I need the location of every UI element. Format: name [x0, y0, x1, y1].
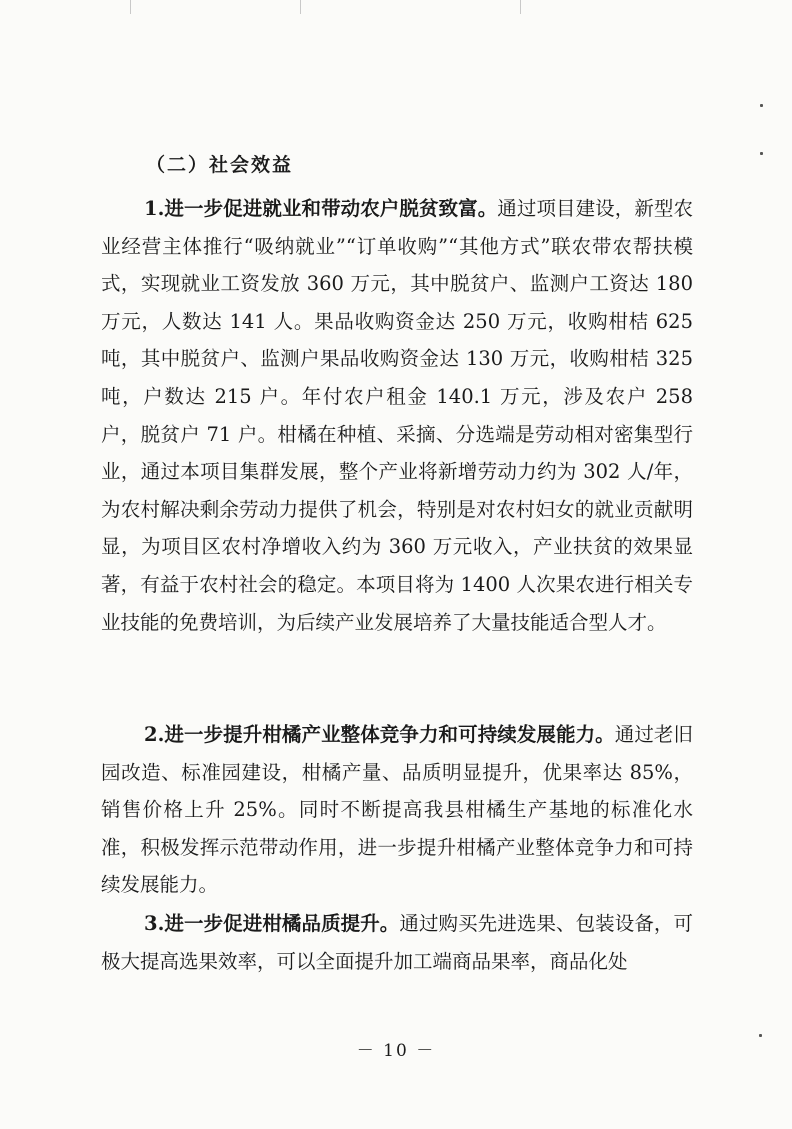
- paragraph-body: 通过老旧园改造、标准园建设，柑橘产量、品质明显提升，优果率达 85%，销售价格上升 25%。同时不断提高我县柑橘生产基地的标准化水准，积极发挥示范带动作用，进一步提升柑橘产业整体竞争力和可持续发展能力。: [101, 723, 693, 897]
- section-heading: （二）社会效益: [146, 154, 294, 176]
- page-number: － 10 －: [356, 1041, 436, 1061]
- paragraph-body: 通过项目建设，新型农业经营主体推行“吸纳就业”“订单收购”“其他方式”联农带农帮扶模式，实现就业工资发放 360 万元，其中脱贫户、监测户工资达 180 万元，人数达 141 人。果品收购资金达 250 万元，收购柑桔 625 吨，其中脱贫户、监测户果品收购资金达 130 万元，收购柑桔 325 吨，户数达 215 户。年付农户租金 140.1 万元，涉及农户 258 户，脱贫户 71 户。柑橘在种植、采摘、分选端是劳动相对密集型行业，通过本项目集群发展，整个产业将新增劳动力约为 302 人/年，为农村解决剩余劳动力提供了机会，特别是对农村妇女的就业贡献明显，为项目区农村净增收入约为 360 万元收入，产业扶贫的效果显著，有益于农村社会的稳定。本项目将为 1400 人次果农进行相关专业技能的免费培训，为后续产业发展培养了大量技能适合型人才。: [101, 197, 693, 634]
- scan-artifact: [300, 0, 301, 14]
- paragraph-lead: 3.进一步促进柑橘品质提升。: [144, 912, 400, 935]
- scan-artifact: [520, 0, 521, 14]
- paragraph-competitiveness: [101, 716, 693, 904]
- scan-speck: [760, 152, 763, 155]
- paragraph-quality: [101, 905, 693, 980]
- scan-artifact: [130, 0, 131, 14]
- paragraph-employment: [101, 190, 693, 641]
- scan-speck: [760, 104, 763, 107]
- paragraph-lead: 1.进一步促进就业和带动农户脱贫致富。: [144, 197, 498, 220]
- paragraph-body: 通过购买先进选果、包装设备，可极大提高选果效率，可以全面提升加工端商品果率，商品化处: [101, 912, 693, 973]
- paragraph-lead: 2.进一步提升柑橘产业整体竞争力和可持续发展能力。: [144, 723, 615, 746]
